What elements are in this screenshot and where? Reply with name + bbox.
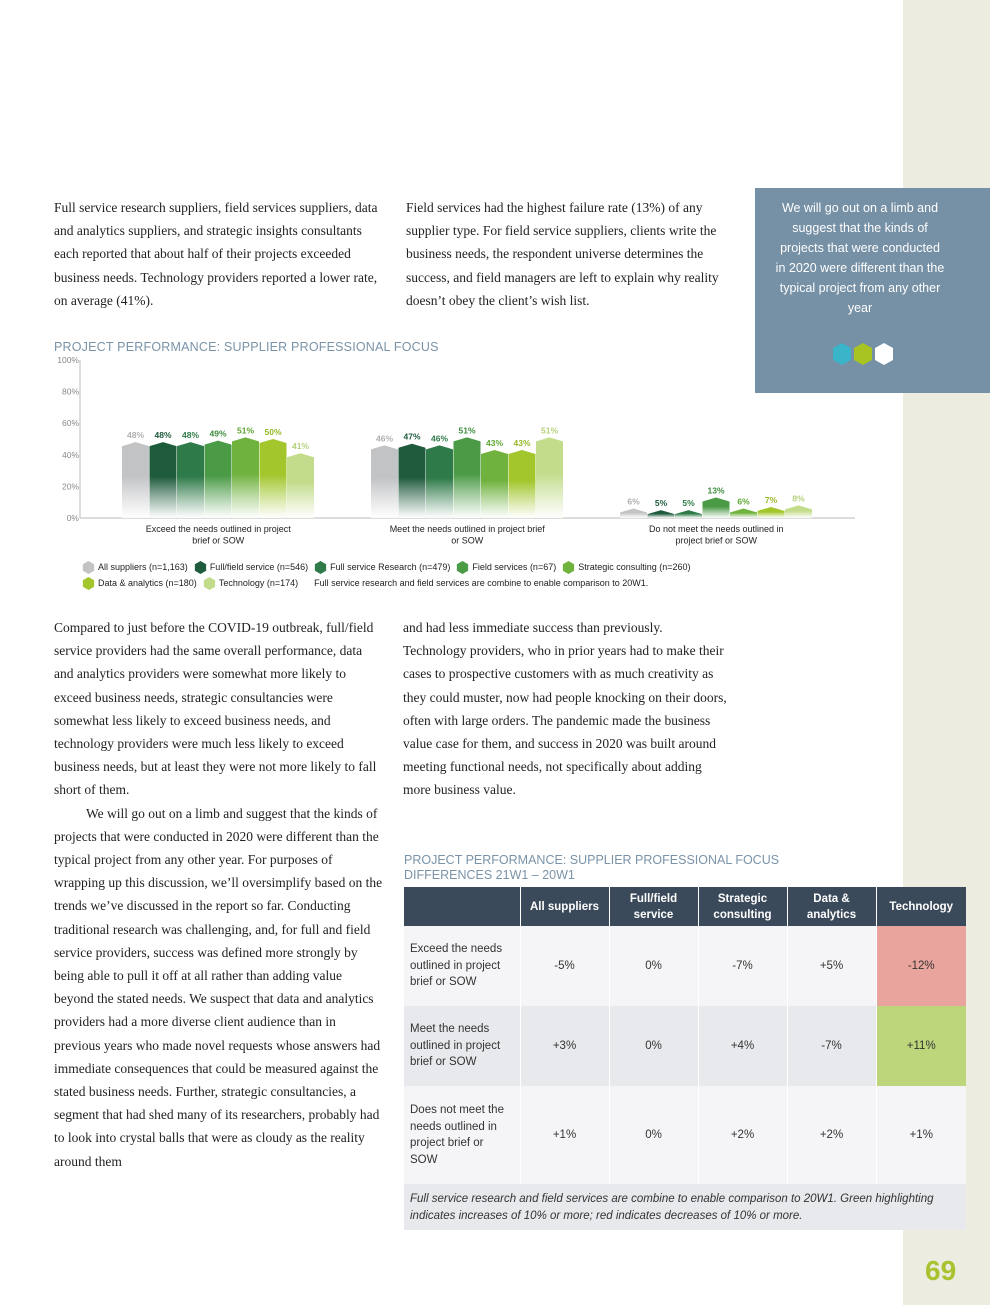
intro-right-text: Field services had the highest failure rate (13%) of any supplier type. For field service suppliers, clients write the business needs, the respondent universe determines the success, and field managers are left to explain why reality doesn’t obey the client’s wish list. [406,200,719,308]
page-number: 69 [925,1255,957,1286]
bar-2-4 [730,509,757,518]
table-row [404,926,966,1006]
bar-value-label: 43% [485,438,504,449]
x-category-label: Exceed the needs outlined in project [145,524,291,534]
bar-value-label: 43% [513,438,531,449]
bar-value-label: 41% [291,441,310,452]
legend-label: Full service Research (n=479) [330,562,451,572]
body-left-paragraph-2: We will go out on a limb and suggest that the kinds of projects that were conducted in 2020 were different than the typical project from any other year. For purposes of wrapping up this discussion, we’ll oversimplify based on the trends we’ve discussed in the report so far. Conducting traditional research was challenging, and, for full and field service providers, success was defined more strongly by being able to pull it off at all rather than adding value beyond the stated needs. We suspect that data and analytics providers had a more diverse client audience than in previous years who made novel requests whose answers had immediate consequences that could be measured against the stated business needs. Further, strategic consultancies, a segment that had shed many of its researchers, probably had to look into crystal balls that were as cloudy as the reality around them [54,805,383,1169]
chart-title: PROJECT PERFORMANCE: SUPPLIER PROFESSIONAL FOCUS [54,340,439,354]
y-tick-label: 100% [57,355,79,365]
row-label: Does not meet the needs outlined in project brief or SOW [404,1086,520,1184]
bar-2-6 [785,505,812,518]
x-category-label: brief or SOW [192,535,245,546]
bar-2-5 [758,507,785,518]
table-cell: +2% [698,1086,787,1184]
legend-item-all-suppliers [82,561,188,574]
x-category-label: project brief or SOW [675,535,758,546]
bar-1-6 [536,437,563,518]
bar-0-0 [122,442,149,518]
bar-value-label: 6% [627,496,640,507]
column-header: Full/field service [609,887,698,926]
bar-value-label: 7% [764,494,778,505]
table-cell: 0% [609,1006,698,1086]
table-cell: 0% [609,926,698,1006]
hexagon-white [875,343,893,365]
legend-hexagon-icon [314,561,327,574]
table-cell-highlight-red: -12% [876,926,966,1006]
differences-table [404,887,966,1230]
bar-value-label: 50% [264,427,282,437]
chart-legend [82,559,697,591]
table-note-row [404,1184,966,1230]
bar-value-label: 51% [236,425,255,436]
table-cell-highlight-green: +11% [876,1006,966,1086]
table-cell: 0% [609,1086,698,1184]
legend-item-full-service-research [314,561,450,574]
bar-0-2 [177,442,204,518]
bar-value-label: 6% [737,496,750,507]
bar-0-5 [260,439,287,518]
table-header-corner [404,887,520,926]
table-title-line-2: DIFFERENCES 21W1 – 20W1 [404,868,575,882]
legend-row-1 [82,559,697,575]
bar-value-label: 51% [540,425,559,436]
hexagon-teal [833,343,851,365]
y-tick-label: 40% [61,449,79,460]
table-title [404,853,779,883]
x-category-label: Do not meet the needs outlined in [648,524,784,534]
legend-hexagon-icon [194,561,207,574]
y-tick-label: 80% [61,386,79,397]
bar-value-label: 5% [654,498,668,509]
table-row [404,1006,966,1086]
legend-label: Full/field service (n=546) [209,562,309,572]
y-tick-label: 20% [61,481,79,492]
table-cell: +5% [787,926,876,1006]
intro-left-paragraph [54,196,389,312]
legend-label: All suppliers (n=1,163) [98,562,188,572]
table-cell: -5% [520,926,609,1006]
x-category-label: Meet the needs outlined in project brief [389,524,545,534]
legend-label: Strategic consulting (n=260) [578,562,691,572]
legend-note: Full service research and field services are combine to enable comparison to 20W1. [314,578,649,588]
bar-value-label: 49% [209,428,227,439]
bar-value-label: 46% [430,433,449,444]
x-category-label: or SOW [451,535,484,546]
legend-row-2 [82,575,697,591]
legend-item-technology [203,577,298,590]
bar-value-label: 5% [682,498,695,509]
bar-value-label: 47% [403,431,421,442]
bar-1-1 [399,444,426,518]
bar-value-label: 48% [154,430,172,441]
column-header: Strategic consulting [698,887,787,926]
table-cell: +4% [698,1006,787,1086]
legend-label: Technology (n=174) [218,578,299,588]
table-cell: -7% [787,1006,876,1086]
bar-0-3 [205,441,232,518]
table-title-line-1: PROJECT PERFORMANCE: SUPPLIER PROFESSIONAL FOCUS [404,853,780,867]
bar-2-3 [703,497,730,518]
hexagon-decoration-icon [832,341,902,369]
bar-0-6 [287,453,314,518]
legend-hexagon-icon [456,561,469,574]
legend-hexagon-icon [82,577,95,590]
bar-2-2 [675,510,702,518]
legend-hexagon-icon [82,561,95,574]
column-header: Data & analytics [787,887,876,926]
y-tick-label: 0% [66,513,79,523]
bar-2-0 [620,509,647,518]
pull-quote-text: We will go out on a limb and suggest that the kinds of projects that were conducted in 2020 were different than the typical project from any other year [775,201,945,315]
table-cell: -7% [698,926,787,1006]
body-left-paragraph-1: Compared to just before the COVID-19 outbreak, full/field service providers had the same overall performance, data and analytics providers were somewhat more likely to exceed business needs, strategic consultancies were somewhat less likely to exceed business needs, and technology providers were much less likely to exceed business needs, but at least they were not more likely to fall short of them. [54,620,377,798]
legend-item-strategic-consulting [562,561,690,574]
table-cell: +3% [520,1006,609,1086]
table-cell: +2% [787,1086,876,1184]
intro-right-paragraph [406,196,742,312]
bar-value-label: 8% [792,493,805,504]
table-note: Full service research and field services are combine to enable comparison to 20W1. Green highlighting indicates increases of 10% or more; red indicates decreases of 10% or more. [404,1184,966,1230]
table-cell: +1% [876,1086,966,1184]
bar-1-0 [371,445,398,518]
y-tick-label: 60% [61,418,79,429]
body-left-column [54,616,384,1173]
pull-quote-callout [755,188,990,393]
bar-value-label: 46% [375,433,394,444]
table-row [404,1086,966,1184]
legend-hexagon-icon [562,561,575,574]
row-label: Meet the needs outlined in project brief or SOW [404,1006,520,1086]
bar-0-1 [150,442,177,518]
table-header-row [404,887,966,926]
bar-1-2 [426,445,453,518]
legend-hexagon-icon [203,577,216,590]
legend-item-field-services [456,561,556,574]
legend-item-data-analytics [82,577,197,590]
row-label: Exceed the needs outlined in project brief or SOW [404,926,520,1006]
hexagon-green [854,343,872,365]
bar-value-label: 48% [181,430,200,441]
bar-1-3 [454,437,481,518]
bar-value-label: 51% [458,425,476,436]
legend-label: Field services (n=67) [472,562,557,572]
bar-1-4 [481,450,508,518]
table-cell: +1% [520,1086,609,1184]
legend-item-full-field-service [194,561,308,574]
bar-1-5 [509,450,536,518]
body-right-paragraph: and had less immediate success than previously. Technology providers, who in prior years had to make their cases to prospective customers with as much creativity as they could muster, now had people knocking on their doors, often with large orders. The pandemic made the business value case for them, and success in 2020 was built around meeting functional needs, not specifically about adding more business value. [403,620,727,798]
legend-label: Data & analytics (n=180) [98,578,197,588]
bar-value-label: 48% [126,430,145,441]
body-right-column [403,616,728,802]
intro-left-text: Full service research suppliers, field services suppliers, data and analytics suppliers, and strategic insights consultants each reported that about half of their projects exceeded business needs. Technology providers reported a lower rate, on average (41%). [54,200,378,308]
bar-value-label: 13% [707,485,725,496]
column-header: All suppliers [520,887,609,926]
bar-0-4 [232,437,259,518]
bar-2-1 [648,510,675,518]
column-header: Technology [876,887,966,926]
